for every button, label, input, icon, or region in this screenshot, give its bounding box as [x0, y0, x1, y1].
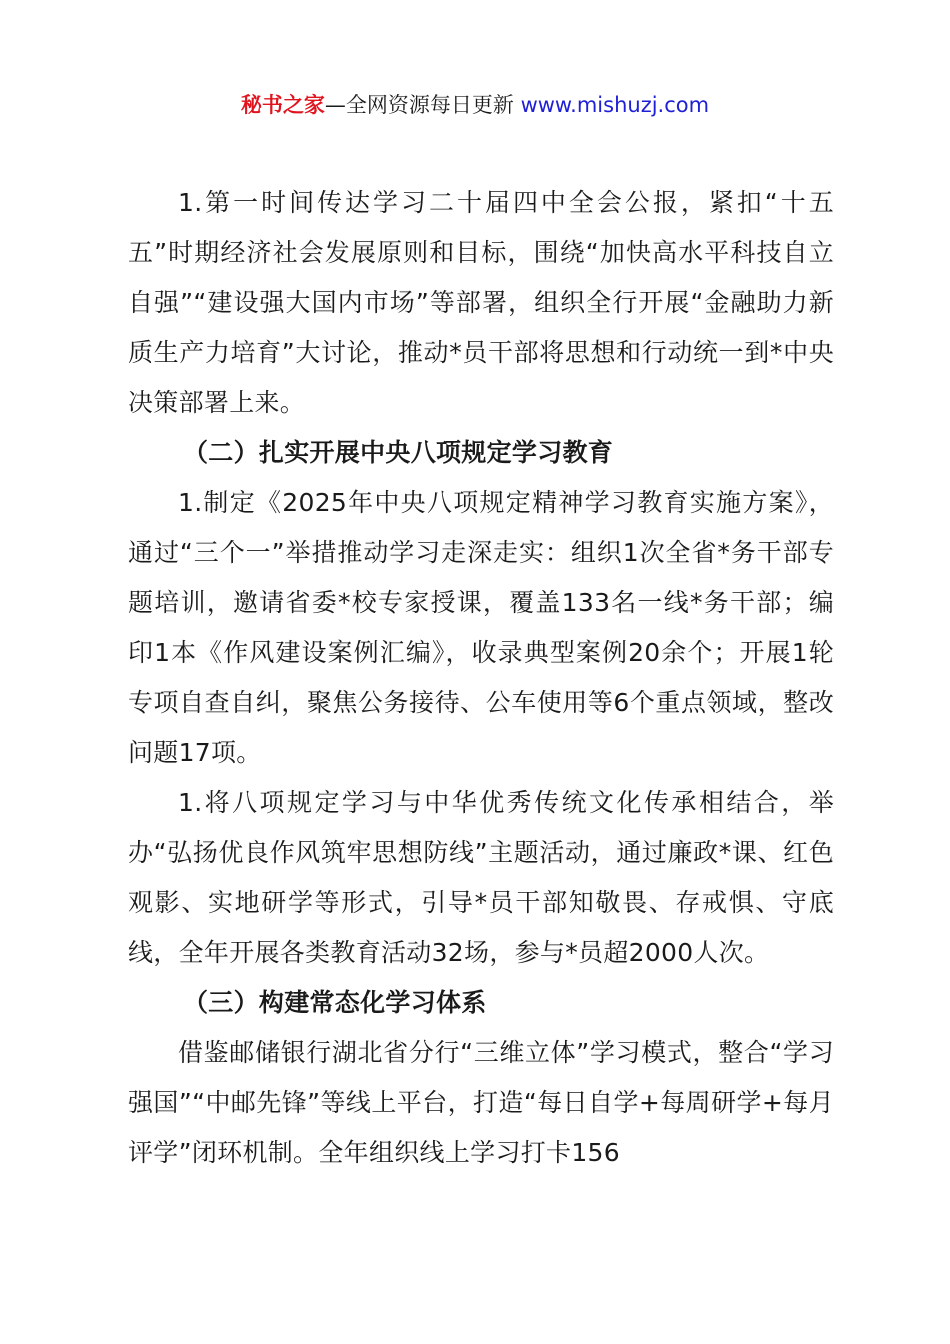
website-url[interactable]: www.mishuzj.com [520, 93, 710, 117]
paragraph-2: 1.制定《2025年中央八项规定精神学习教育实施方案》，通过“三个一”举措推动学习走深走实：组织1次全省*务干部专题培训，邀请省委*校专家授课，覆盖133名一线*务干部；编印1本《作风建设案例汇编》，收录典型案例20余个；开展1轮专项自查自纠，聚焦公务接待、公车使用等6个重点领域，整改问题17项。 [128, 488, 834, 767]
watermark-header [0, 88, 950, 122]
paragraph-4: 借鉴邮储银行湖北省分行“三维立体”学习模式，整合“学习强国”“中邮先锋”等线上平台，打造“每日自学+每周研学+每月评学”闭环机制。全年组织线上学习打卡156 [128, 1038, 834, 1167]
paragraph-3: 1.将八项规定学习与中华优秀传统文化传承相结合，举办“弘扬优良作风筑牢思想防线”主题活动，通过廉政*课、红色观影、实地研学等形式，引导*员干部知敬畏、存戒惧、守底线，全年开展各类教育活动32场，参与*员超2000人次。 [128, 788, 834, 967]
brand-name: 秘书之家 [240, 93, 325, 117]
section-heading-2: （二）扎实开展中央八项规定学习教育 [183, 438, 614, 467]
document-body [128, 178, 834, 1178]
header-tagline: —全网资源每日更新 [324, 93, 521, 117]
paragraph-1: 1.第一时间传达学习二十届四中全会公报，紧扣“十五五”时期经济社会发展原则和目标，围绕“加快高水平科技自立自强”“建设强大国内市场”等部署，组织全行开展“金融助力新质生产力培育”大讨论，推动*员干部将思想和行动统一到*中央决策部署上来。 [128, 188, 834, 417]
section-heading-3: （三）构建常态化学习体系 [183, 988, 487, 1017]
